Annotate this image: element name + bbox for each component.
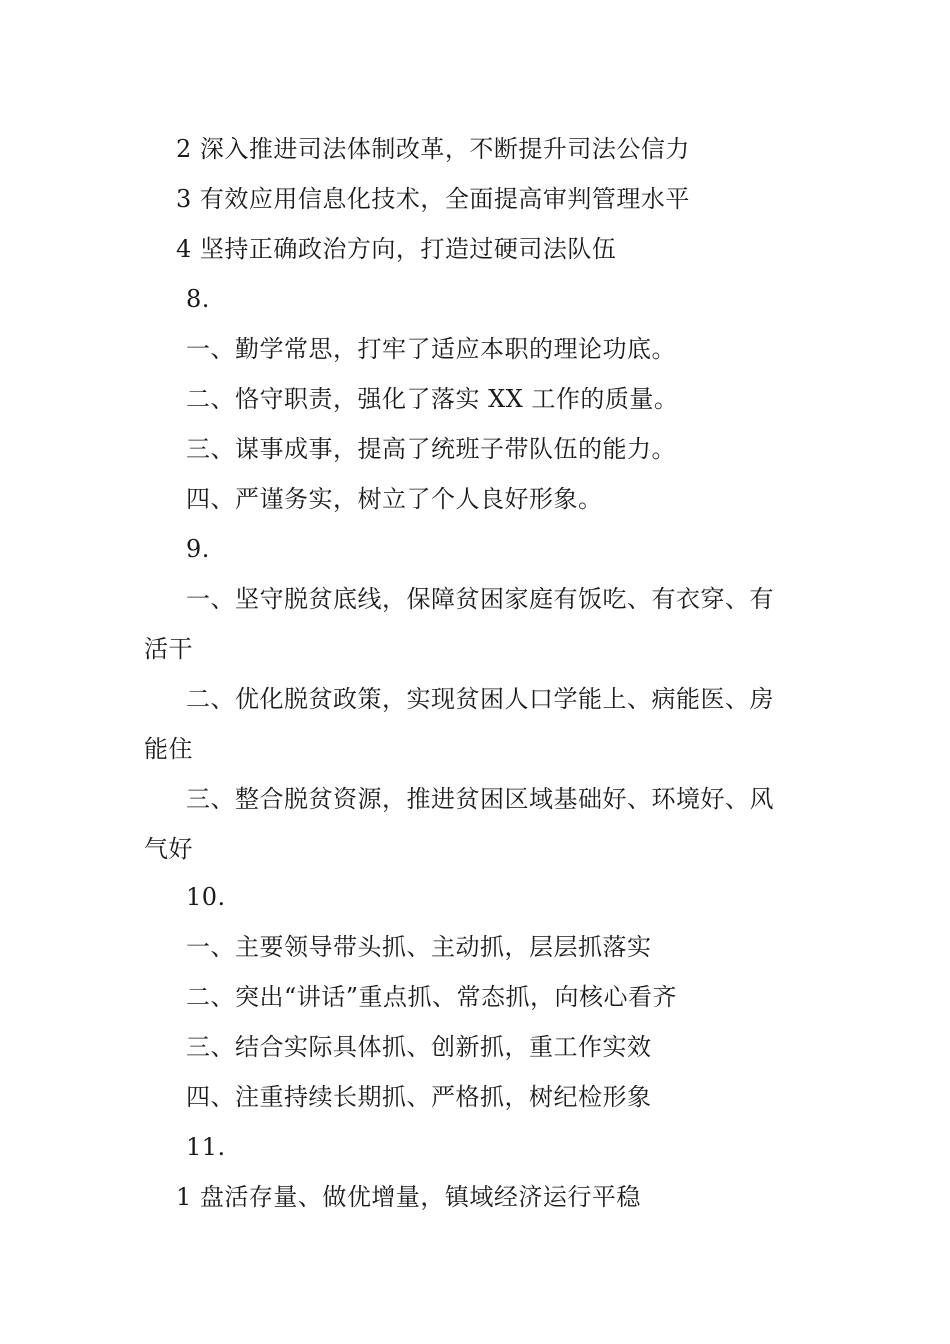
text-line: 二、突出“讲话”重点抓、常态抓，向核心看齐 (186, 983, 678, 1011)
text-line: 能住 (144, 735, 193, 763)
text-line: 一、勤学常思，打牢了适应本职的理论功底。 (186, 335, 676, 363)
text-line: 3 有效应用信息化技术，全面提高审判管理水平 (176, 185, 690, 213)
section-number: 9. (186, 535, 210, 563)
text-line: 四、严谨务实，树立了个人良好形象。 (186, 485, 603, 513)
text-line: 4 坚持正确政治方向，打造过硬司法队伍 (176, 235, 617, 263)
text-line: 一、主要领导带头抓、主动抓，层层抓落实 (186, 933, 652, 961)
text-line: 2 深入推进司法体制改革，不断提升司法公信力 (176, 135, 690, 163)
text-line: 气好 (144, 835, 193, 863)
text-line: 二、恪守职责，强化了落实 XX 工作的质量。 (186, 385, 679, 413)
text-line: 活干 (144, 635, 193, 663)
section-number: 8. (186, 285, 210, 313)
text-line: 四、注重持续长期抓、严格抓，树纪检形象 (186, 1083, 652, 1111)
section-number: 10. (186, 883, 226, 911)
text-line: 二、优化脱贫政策，实现贫困人口学能上、病能医、房 (186, 685, 774, 713)
text-line: 一、坚守脱贫底线，保障贫困家庭有饭吃、有衣穿、有 (186, 585, 774, 613)
text-line: 三、结合实际具体抓、创新抓，重工作实效 (186, 1033, 652, 1061)
text-line: 1 盘活存量、做优增量，镇域经济运行平稳 (176, 1183, 641, 1211)
text-line: 三、谋事成事，提高了统班子带队伍的能力。 (186, 435, 676, 463)
section-number: 11. (186, 1133, 226, 1161)
text-line: 三、整合脱贫资源，推进贫困区域基础好、环境好、风 (186, 785, 774, 813)
